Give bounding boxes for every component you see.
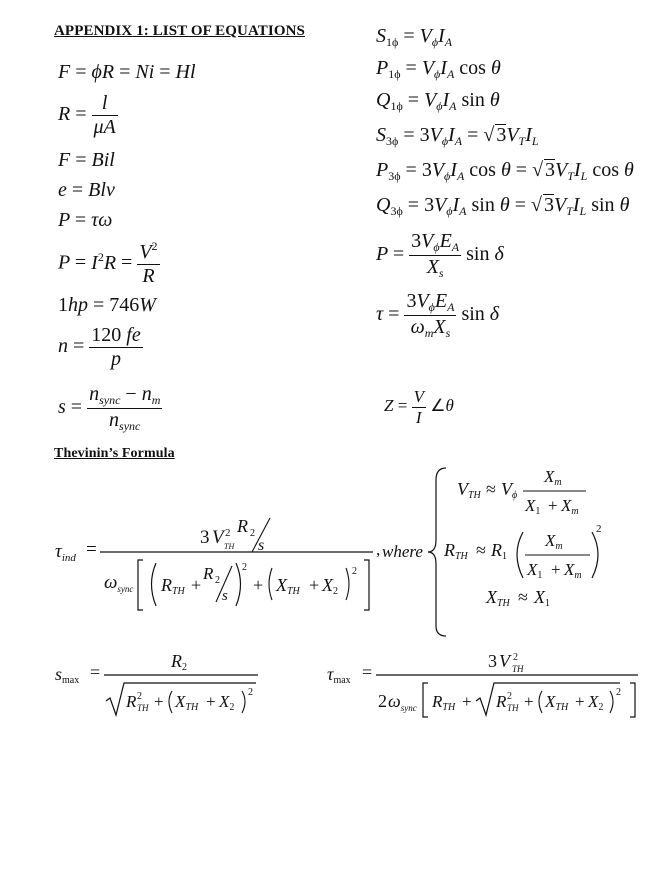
equation-q1: $Q_{1\phi} = V_\phi I_A$ sin θ [376, 89, 500, 113]
svg-text:2: 2 [248, 687, 253, 698]
svg-text:2: 2 [513, 652, 518, 663]
svg-text:RTH: RTH [444, 540, 468, 562]
svg-text:+: + [191, 575, 202, 595]
svg-text:τmax: τmax [327, 664, 351, 686]
equation-horsepower: 1hp = 746W [58, 294, 156, 316]
svg-text:=: = [362, 662, 373, 682]
svg-text:=: = [90, 662, 101, 682]
equation-power-elec: $P = I^2R$ = $\frac{V^2}{R}$ [58, 239, 158, 287]
appendix-heading: APPENDIX 1: LIST OF EQUATIONS [54, 23, 305, 39]
svg-text:Vϕ: Vϕ [501, 479, 518, 501]
svg-text:+: + [462, 692, 472, 711]
equation-q3: $Q_{3\phi} = 3V_\phi I_A$ sin θ = √ $3V_TI_L$ sin θ [376, 194, 630, 218]
svg-text:RTH: RTH [432, 692, 456, 713]
svg-text:XTH: XTH [545, 692, 569, 713]
thevenin-heading: Thevinin’s Formula [54, 446, 175, 461]
svg-text:≈: ≈ [486, 479, 496, 499]
svg-text:2: 2 [378, 691, 387, 711]
svg-text:XTH: XTH [276, 575, 300, 597]
svg-text:Xm: Xm [564, 560, 582, 581]
equation-s-max [0, 645, 300, 725]
svg-text:TH: TH [512, 664, 524, 674]
svg-text:3: 3 [488, 651, 497, 671]
equation-speed: n = $\frac{120 fe}{p}$ [58, 324, 141, 370]
equation-torque-delta: τ = $\frac{3V_\phi E_A}{\omega_mX_s}$ sin δ [376, 290, 500, 340]
svg-text:2: 2 [215, 575, 220, 586]
equation-emf: e = Blv [58, 179, 115, 201]
equation-s1: $S_{1\phi} = V_\phi I_A$ [376, 25, 453, 49]
svg-text:2: 2 [242, 562, 247, 573]
equation-slip: s = $\frac{n_{sync} - n_m}{n_{sync}}$ [58, 383, 161, 433]
svg-text:2: 2 [250, 528, 255, 539]
svg-text:+: + [253, 575, 264, 595]
equation-power-delta: P = $\frac{3V_\phi E_A}{X_s}$ sin δ [376, 230, 504, 280]
svg-text:Xm: Xm [561, 496, 579, 517]
svg-text:ωsync: $\omega_{sync}$ [104, 572, 134, 594]
svg-text:2: 2 [225, 527, 231, 539]
equation-s3: $S_{3\phi} = 3V_\phi I_A$ = √ $3V_TI_L$ [376, 124, 539, 148]
svg-text:2: 2 [507, 691, 512, 702]
svg-text:VTH: VTH [457, 479, 481, 501]
svg-text:RTH: RTH [161, 575, 185, 597]
equation-power-mech: P = τω [58, 209, 113, 231]
svg-text:+: + [524, 692, 534, 711]
equation-reluctance: R = $\frac{l}{\mu A}$ [58, 92, 116, 138]
svg-text:V: V [212, 527, 224, 548]
svg-text:R: R [203, 564, 214, 583]
svg-text:+: + [575, 692, 585, 711]
svg-text:Xm: Xm [545, 531, 563, 552]
svg-text:X1: X1 [527, 560, 543, 581]
svg-text:X2: X2 [322, 575, 338, 597]
svg-text:X1: X1 [534, 587, 550, 609]
equation-force: F = Bil [58, 149, 115, 171]
svg-text:R: R [126, 692, 137, 711]
svg-text:2: 2 [596, 523, 602, 535]
svg-text:TH: TH [224, 542, 235, 551]
equation-p1: $P_{1\phi} = V_\phi I_A$ cos θ [376, 57, 501, 81]
svg-text:TH: TH [137, 703, 149, 713]
svg-text:3: 3 [200, 527, 210, 548]
equation-p3: $P_{3\phi} = 3V_\phi I_A$ cos θ = √ $3V_TI_L$ cos θ [376, 159, 634, 183]
svg-text:XTH: XTH [486, 587, 510, 609]
svg-text:s: s [222, 588, 228, 604]
equation-impedance: Z = $\frac{V}{I}$ ∠θ [384, 387, 454, 427]
svg-text:XTH: XTH [175, 692, 199, 713]
svg-text:+: + [154, 692, 164, 711]
svg-text:≈: ≈ [518, 587, 528, 607]
svg-text:R1: R1 [491, 540, 507, 562]
svg-text:V: V [499, 651, 510, 671]
svg-text:smax: smax [55, 664, 80, 686]
svg-text:R2: R2 [171, 651, 187, 673]
svg-text:X2: X2 [219, 692, 235, 713]
equation-tau-max [320, 645, 660, 725]
svg-text:2: 2 [137, 691, 142, 702]
svg-text:X2: X2 [588, 692, 604, 713]
svg-text:≈: ≈ [476, 540, 486, 560]
thevenin-torque-equation [0, 460, 670, 640]
tau-ind-symbol: $\tau_{ind}$ [55, 541, 76, 564]
svg-text:+: + [551, 560, 561, 579]
svg-text:s: s [258, 537, 265, 554]
svg-text:+: + [206, 692, 216, 711]
svg-text:Xm: Xm [544, 467, 562, 488]
svg-text:,: , [376, 540, 381, 559]
equation-flux: F = ϕR = Ni = Hl [58, 61, 196, 83]
svg-text:+: + [548, 496, 558, 515]
svg-text:ωsync: $\omega_{sync}$ [388, 691, 417, 713]
svg-text:+: + [309, 575, 320, 595]
svg-text:=: = [86, 539, 97, 560]
svg-text:X1: X1 [525, 496, 541, 517]
svg-text:R: R [496, 692, 507, 711]
svg-text:R: R [237, 516, 248, 536]
svg-text:2: 2 [352, 566, 357, 577]
where-label: where [382, 542, 423, 561]
svg-text:2: 2 [616, 687, 621, 698]
svg-text:TH: TH [507, 703, 519, 713]
